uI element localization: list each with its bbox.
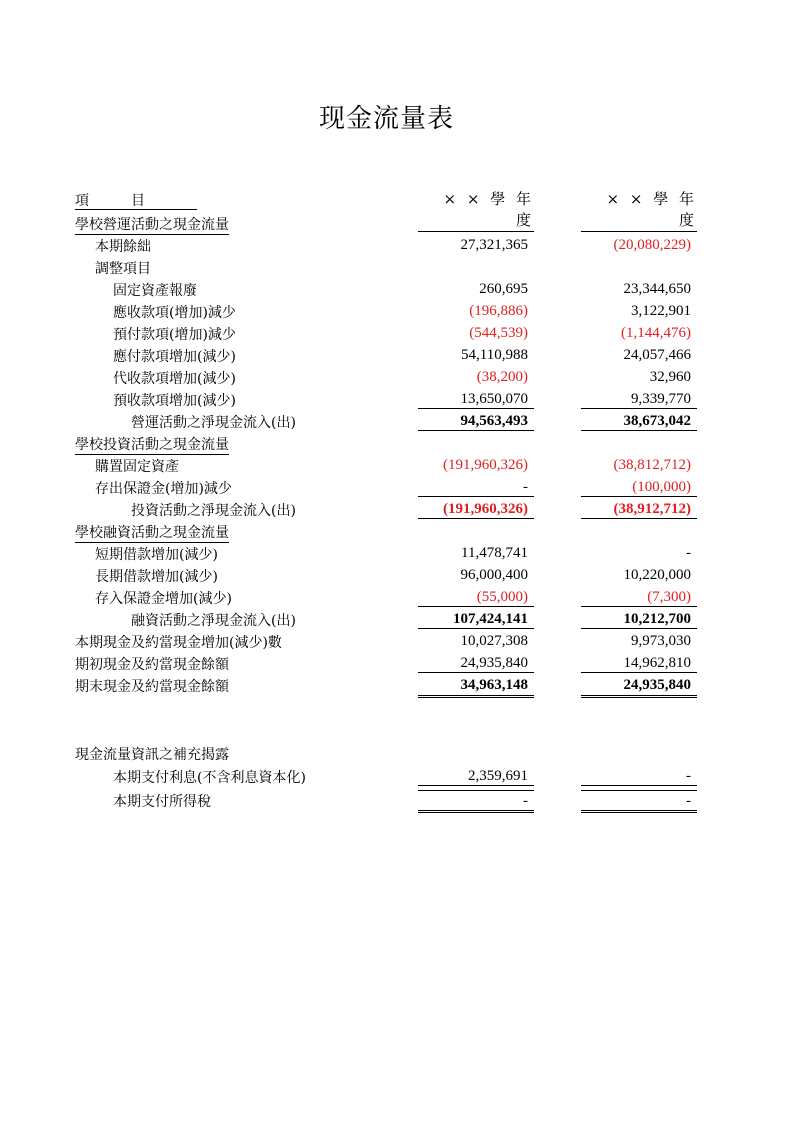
year1-value: 96,000,400 [460, 567, 528, 583]
row-label: 短期借款增加(減少) [95, 547, 218, 563]
row-label: 本期餘絀 [95, 239, 151, 255]
supplement-title: 現金流量資訊之補充揭露 [75, 747, 229, 763]
year1-value: 94,563,493 [418, 411, 534, 431]
table-row [0, 278, 793, 300]
section-heading-financing: 學校融資活動之現金流量 [75, 522, 229, 543]
row-label: 應付款項增加(減少) [113, 349, 236, 365]
year2-value: 24,057,466 [623, 347, 691, 363]
table-row [0, 564, 793, 586]
table-row [0, 344, 793, 366]
year2-value: (38,912,712) [581, 499, 697, 519]
year2-value: - [581, 790, 697, 813]
year2-value: 10,212,700 [581, 609, 697, 629]
year1-value: (191,960,326) [418, 499, 534, 519]
year2-value: 23,344,650 [623, 281, 691, 297]
year1-value: 260,695 [479, 281, 528, 297]
table-row-subtotal [0, 608, 793, 630]
row-label: 預收款項增加(減少) [113, 393, 236, 409]
year1-value: 107,424,141 [418, 609, 534, 629]
table-row [0, 454, 793, 476]
year2-value: 32,960 [649, 369, 691, 385]
year2-value: 14,962,810 [581, 653, 697, 673]
table-row [0, 322, 793, 344]
year1-value: (55,000) [418, 587, 534, 607]
year1-value: (196,886) [469, 303, 528, 319]
year1-value: 11,478,741 [461, 545, 528, 561]
year1-value: 13,650,070 [418, 389, 534, 409]
year1-value: (191,960,326) [443, 457, 528, 473]
row-label: 應收款項(增加)減少 [113, 305, 236, 321]
row-label: 期初現金及約當現金餘額 [75, 657, 229, 673]
year2-column-header: × × 學 年 度 [581, 188, 697, 232]
row-label: 預付款項(增加)減少 [113, 327, 236, 343]
year2-value: 9,973,030 [631, 633, 691, 649]
item-column-header: 項 目 [75, 193, 145, 209]
year2-value: (7,300) [581, 587, 697, 607]
row-label: 本期支付利息(不含利息資本化) [113, 770, 306, 786]
year1-value: 54,110,988 [461, 347, 528, 363]
year2-value: (20,080,229) [613, 237, 691, 253]
year1-value: (544,539) [469, 325, 528, 341]
year1-value: - [418, 790, 534, 813]
table-row [0, 432, 793, 454]
year2-value: 24,935,840 [581, 675, 697, 698]
item-header-underline [75, 209, 197, 210]
year2-value: (1,144,476) [621, 325, 691, 341]
year1-value: (38,200) [476, 369, 528, 385]
year1-value: 10,027,308 [460, 633, 528, 649]
year2-value: - [581, 766, 697, 786]
table-row [0, 586, 793, 608]
table-row [0, 520, 793, 542]
page-title: 现金流量表 [318, 104, 454, 134]
table-row [0, 765, 793, 787]
table-row [0, 300, 793, 322]
row-label: 存入保證金增加(減少) [95, 591, 232, 607]
table-row [0, 789, 793, 811]
supplement-heading-row [0, 742, 793, 764]
year2-value: (100,000) [581, 477, 697, 497]
table-row [0, 630, 793, 652]
table-row [0, 388, 793, 410]
row-label: 調整項目 [95, 261, 151, 277]
section-heading-operating: 學校營運活動之現金流量 [75, 214, 229, 235]
table-row [0, 542, 793, 564]
year2-value: (38,812,712) [613, 457, 691, 473]
row-label: 本期現金及約當現金增加(減少)數 [75, 635, 282, 651]
row-label: 購置固定資產 [95, 459, 179, 475]
year2-value: 10,220,000 [623, 567, 691, 583]
year2-value: 3,122,901 [631, 303, 691, 319]
year2-value: - [686, 545, 691, 561]
table-row [0, 256, 793, 278]
row-label: 存出保證金(增加)減少 [95, 481, 232, 497]
table-row [0, 212, 793, 234]
table-row-total [0, 674, 793, 696]
row-label: 本期支付所得稅 [113, 794, 211, 810]
year1-value: 24,935,840 [418, 653, 534, 673]
row-label: 長期借款增加(減少) [95, 569, 218, 585]
year1-value: 2,359,691 [418, 766, 534, 786]
section-heading-investing: 學校投資活動之現金流量 [75, 434, 229, 455]
year1-column-header: × × 學 年 度 [418, 188, 534, 232]
year1-value: 34,963,148 [418, 675, 534, 698]
row-label: 期末現金及約當現金餘額 [75, 679, 229, 695]
year2-value: 9,339,770 [581, 389, 697, 409]
table-row [0, 234, 793, 256]
row-label: 固定資產報廢 [113, 283, 197, 299]
row-label: 融資活動之淨現金流入(出) [131, 613, 296, 629]
row-label: 代收款項增加(減少) [113, 371, 236, 387]
year1-value: - [418, 477, 534, 497]
year1-value: 27,321,365 [460, 237, 528, 253]
row-label: 營運活動之淨現金流入(出) [131, 415, 296, 431]
table-row [0, 476, 793, 498]
table-row [0, 652, 793, 674]
table-row [0, 366, 793, 388]
year2-value: 38,673,042 [581, 411, 697, 431]
table-row-subtotal [0, 498, 793, 520]
row-label: 投資活動之淨現金流入(出) [131, 503, 296, 519]
table-row-subtotal [0, 410, 793, 432]
